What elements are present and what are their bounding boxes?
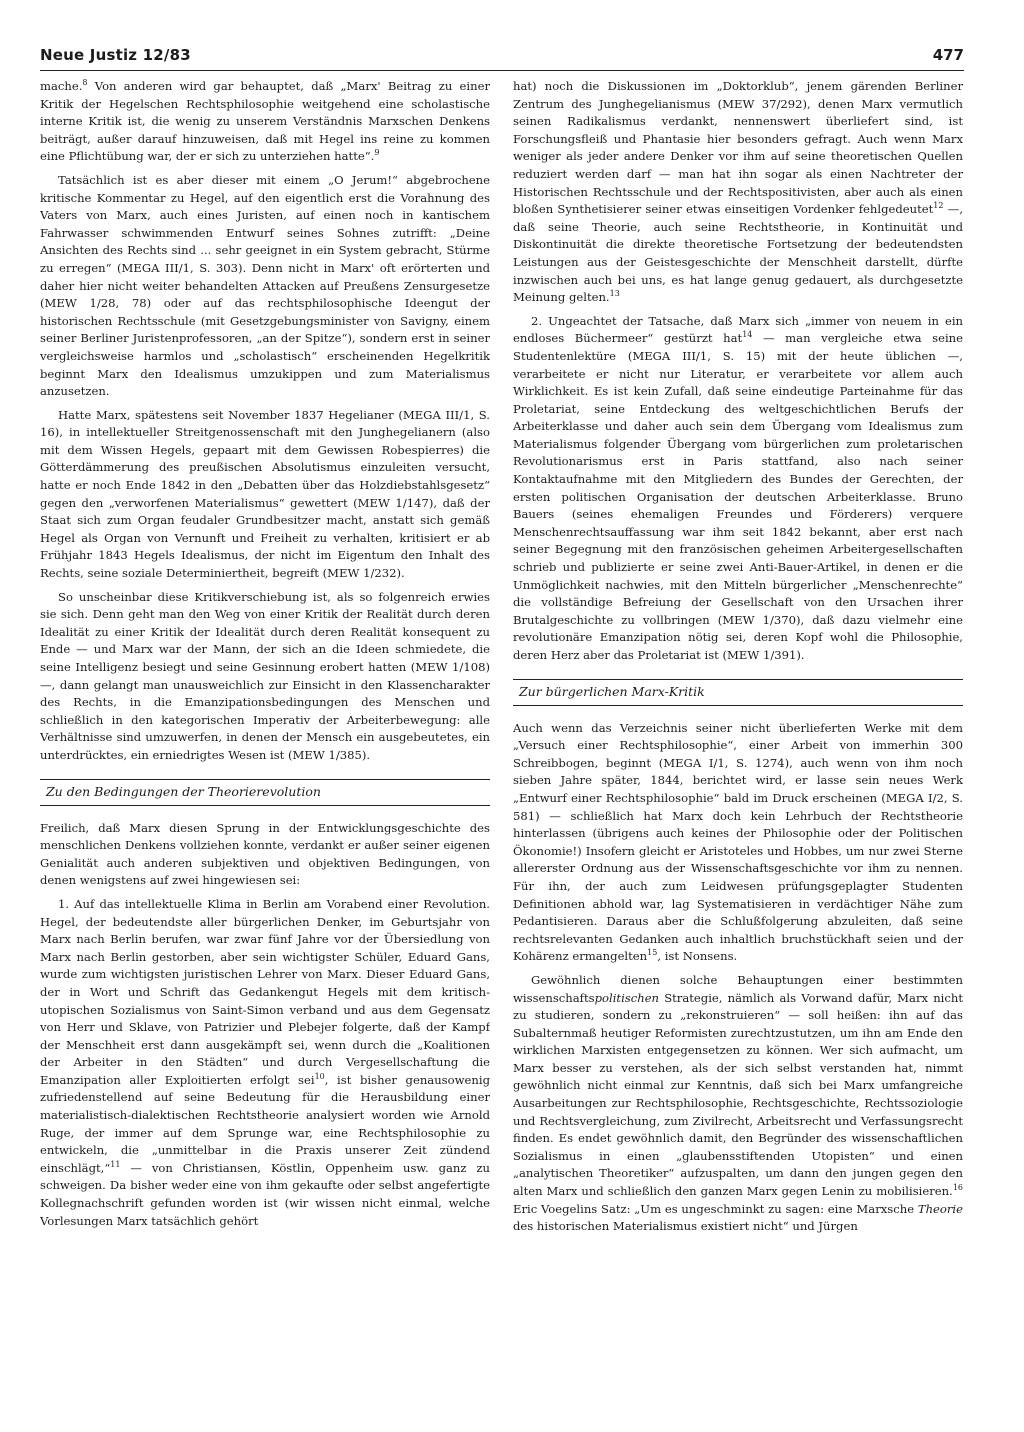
section-heading — [40, 779, 490, 806]
journal-title: Neue Justiz 12/83 — [40, 46, 191, 64]
left-column — [40, 78, 490, 1230]
paragraph: Auch wenn das Verzeichnis seiner nicht überlieferten Werke mit dem „Versuch einer Rechtsphilosophie“, einer Arbeit von immerhin 300 Schreibbogen, beginnt (MEGA I/1, S. 1274), auch wenn von ihm noch sieben Jahre später, 1844, berichtet wird, er lasse sein neues Werk „Entwurf einer Rechtsphilosophie“ bald im Druck erscheinen (MEGA I/2, S. 581) — schließlich hat Marx doch kein Lehrbuch der Rechtstheorie hinterlassen (übrigens auch keines der Philosophie oder der Politischen Ökonomie!) Insofern gleicht er Aristoteles und Hobbes, um nur zwei Sterne allererster Ordnung aus der Wissenschaftsgeschichte vor ihm zu nennen. Für ihn, der auch zum Leidwesen prüfungsgeplagter Studenten Definitionen abhold war, lag Systematisieren in verdächtiger Nähe zum Pedantisieren. Daraus aber die Schlußfolgerung abzuleiten, daß seine rechtsrelevanten Gedanken auch inhaltlich bruchstückhaft seien und der Kohärenz ermangelten$^{15}$, ist Nonsens. — [513, 720, 963, 964]
right-column — [513, 78, 963, 1236]
paragraph: 2. Ungeachtet der Tatsache, daß Marx sich „immer von neuem in ein endloses Büchermeer“ gestürzt hat$^{14}$ — man vergleiche etwa seine Studentenlektüre (MEGA III/1, S. 15) mit der heute üblichen —, verarbeitete er nicht nur Literatur, er verarbeitete vor allem auch Wirklichkeit. Es ist kein Zufall, daß seine eindeutige Parteinahme für das Proletariat, seine Entdeckung des weltgeschichtlichen Berufs der Arbeiterklasse und daher auch sein dem Übergang vom Idealismus zum Materialismus folgender Übergang vom bürgerlichen zum proletarischen Revolutionarismus erst in Paris stattfand, also nach seiner Kontaktaufnahme mit den Mitgliedern des Bundes der Gerechten, der ersten politischen Organisation der deutschen Arbeiterklasse. Bruno Bauers (seines ehemaligen Freundes und Förderers) verquere Menschenrechtsauffassung war ihm seit 1842 bekannt, aber erst nach seiner Begegnung mit den französischen geheimen Arbeitergesellschaften schrieb und publizierte er seine zwei Anti-Bauer-Artikel, in denen er die Unmöglichkeit nachwies, mit den Mitteln bürgerlicher „Menschenrechte“ die vollständige Befreiung der Gesellschaft von den Ursachen ihrer Brutalgeschichte zu vollbringen (MEW 1/370), daß dazu vielmehr eine revolutionäre Emanzipation nötig sei, deren Kopf wohl die Philosophie, deren Herz aber das Proletariat ist (MEW 1/391). — [513, 313, 963, 662]
section-title: Zur bürgerlichen Marx-Kritik — [519, 683, 705, 699]
footnote-ref[interactable]: 9 — [374, 148, 380, 158]
footnote-ref[interactable]: 14 — [742, 330, 753, 340]
footnote-ref[interactable]: 8 — [82, 78, 88, 88]
section-title: Zu den Bedingungen der Theorierevolution — [46, 783, 321, 799]
paragraph: hat) noch die Diskussionen im „Doktorklub“, jenem gärenden Berliner Zentrum des Junghegelianismus (MEW 37/292), denen Marx vermutlich seinen Radikalismus verdankt, nennenswert überliefert sind, ist Forschungsfleiß und Phantasie hier besonders gefragt. Auch wenn Marx weniger als jeder andere Denker vor ihm auf seine theoretischen Quellen reduziert werden darf — man hat ihn sogar als einen Nachtreter der Historischen Rechtsschule und der Rechtspositivisten, aber auch als einen bloßen Synthetisierer seiner etwas einseitigen Vordenker fehlgedeutet$^{12}$ —, daß seine Theorie, auch seine Rechtstheorie, in Kontinuität und Diskontinuität die direkte theoretische Fortsetzung der bedeutendsten Leistungen aus der Geistesgeschichte der Menschheit darstellt, dürfte inzwischen auch bei uns, es hat lange genug gedauert, als durchgesetzte Meinung gelten.$^{13}$ — [513, 79, 963, 305]
paragraph: So unscheinbar diese Kritikverschiebung ist, als so folgenreich erwies sie sich. Denn geht man den Weg von einer Kritik der Realität durch deren Idealität zu einer Kritik der Idealität durch deren Realität konsequent zu Ende — und Marx war der Mann, der sich an die Ideen schmiedete, die seine Intelligenz besiegt und seine Gesinnung erobert hatten (MEW 1/108) —, dann gelangt man unausweichlich zur Einsicht in den Klassencharakter des Rechts, in die Emanzipationsbedingungen des Menschen und schließlich in den kategorischen Imperativ der Arbeiterbewegung: alle Verhältnisse sind umzuwerfen, in denen der Mensch ein ausgebeutetes, ein unterdrücktes, ein erniedrigtes Wesen ist (MEW 1/385). — [40, 589, 490, 762]
paragraph: mache.$^8$ Von anderen wird gar behauptet, daß „Marx' Beitrag zu einer Kritik der Hegelschen Rechtsphilosophie weitgehend eine scholastische interne Kritik ist, die wenig zu unserem Verständnis Marxschen Denkens beiträgt, außer darauf hinzuweisen, daß mit Hegel ins reine zu kommen eine Pflichtübung war, der er sich zu unterziehen hatte“.$^9$ — [40, 78, 490, 164]
paragraph: Freilich, daß Marx diesen Sprung in der Entwicklungsgeschichte des menschlichen Denkens vollziehen konnte, verdankt er außer seiner eigenen Genialität auch anderen subjektiven und objektiven Bedingungen, von denen wenigstens auf zwei hingewiesen sei: — [40, 820, 490, 888]
page-number: 477 — [932, 46, 964, 64]
footnote-ref[interactable]: 13 — [609, 289, 620, 299]
paragraph: Tatsächlich ist es aber dieser mit einem „O Jerum!“ abgebrochene kritische Kommentar zu Hegel, auf den eigentlich erst die Vorahnung des Vaters von Marx, auch eines Juristen, auf einen noch in kantischem Fahrwasser schwimmenden Entwurf seines Sohnes zutrifft: „Deine Ansichten des Rechts sind ... sehr geeignet in ein System gebracht, Stürme zu erregen“ (MEGA III/1, S. 303). Denn nicht in Marx' oft erörterten und daher hier nicht weiter behandelten Attacken auf Preußens Zensurgesetze (MEW 1/28, 78) oder auf das rechtsphilosophische Ideengut der historischen Rechtsschule (mit Gesetzgebungsminister von Savigny, einem seiner Berliner Juristenprofessoren, „an der Spitze“), sondern erst in seiner vergleichsweise harmlos und „scholastisch“ erscheinenden Hegelkritik beginnt Marx den Idealismus umzukippen und zum Materialismus anzusetzen. — [40, 172, 490, 399]
section-heading — [513, 679, 963, 706]
paragraph: Hatte Marx, spätestens seit November 1837 Hegelianer (MEGA III/1, S. 16), in intellektueller Streitgenossenschaft mit den Junghegelianern (also mit dem Wissen Hegels, gepaart mit dem Gewissen Robespierres) die Götterdämmerung des preußischen Absolutismus einzuleiten versucht, hatte er noch Ende 1842 in den „Debatten über das Holzdiebstahlsgesetz“ gegen den „verworfenen Materialismus“ gewettert (MEW 1/147), daß der Staat sich zum Organ feudaler Grundbesitzer macht, anstatt sich gemäß Hegel als Organ von Vernunft und Freiheit zu verhalten, kritisiert er ab Frühjahr 1843 Hegels Idealismus, der nicht im Eigentum den Inhalt des Rechts, seine soziale Determiniertheit, begreift (MEW 1/232). — [40, 407, 490, 581]
footnote-ref[interactable]: 15 — [647, 948, 658, 958]
footnote-ref[interactable]: 12 — [933, 201, 944, 211]
footnote-ref[interactable]: 10 — [314, 1072, 325, 1082]
footnote-ref[interactable]: 11 — [110, 1159, 121, 1169]
page-header — [40, 44, 964, 71]
footnote-ref[interactable]: 16 — [952, 1183, 963, 1193]
paragraph: 1. Auf das intellektuelle Klima in Berlin am Vorabend einer Revolution. Hegel, der bedeutendste aller bürgerlichen Denker, im Geburtsjahr von Marx nach Berlin berufen, war zwar fünf Jahre vor der Übersiedlung von Marx nach Berlin gestorben, aber sein wichtigster Schüler, Eduard Gans, wurde zum wichtigsten juristischen Lehrer von Marx. Dieser Eduard Gans, der in Wort und Schrift das Gedankengut Hegels mit dem kritisch-utopischen Sozialismus von Saint-Simon verband und aus dem Gegensatz von Herr und Sklave, von Patrizier und Plebejer folgerte, daß der Kampf der Menschheit erst dann ausgekämpft sei, wenn durch die „Koalitionen der Arbeiter in den Städten“ und durch Vergesellschaftung die Emanzipation aller Exploitierten erfolgt sei$^{10}$, ist bisher genausowenig zufriedenstellend auf seine Bedeutung für die Herausbildung einer materialistisch-dialektischen Rechtstheorie analysiert worden wie Arnold Ruge, der immer auf dem Sprunge war, eine Rechtsphilosophie zu entwickeln, die „unmittelbar in die Praxis unserer Zeit zündend einschlägt,“$^{11}$ — von Christiansen, Köstlin, Oppenheim usw. ganz zu schweigen. Da bisher weder eine von ihm gekaufte oder selbst angefertigte Kollegnachschrift gefunden worden ist (wir wissen nicht einmal, welche Vorlesungen Marx tatsächlich gehört — [40, 896, 490, 1228]
paragraph: Gewöhnlich dienen solche Behauptungen einer bestimmten wissenschaftspolitischen Strategie, nämlich als Vorwand dafür, Marx nicht zu studieren, sondern zu „rekonstruieren“ — soll heißen: ihn auf das Subalternmaß heutiger Reformisten zurechtzustutzen, um ihn am Ende den wirklichen Marxisten entgegensetzen zu können. Wer sich aufmacht, um Marx besser zu verstehen, als der sich selbst verstanden hat, nimmt gewöhnlich nicht einmal zur Kenntnis, daß sich bei Marx umfangreiche Ausarbeitungen zur Rechtsphilosophie, Rechtsgeschichte, Rechtssoziologie und Rechtsvergleichung, zum Zivilrecht, Arbeitsrecht und Verfassungsrecht finden. Es endet gewöhnlich damit, den Begründer des wissenschaftlichen Sozialismus in einen „glaubensstiftenden Utopisten“ und einen „analytischen Theoretiker“ aufzuspalten, um dann den jungen gegen den alten Marx und schließlich den ganzen Marx gegen Lenin zu mobilisieren.$^{16}$ Eric Voegelins Satz: „Um es ungeschminkt zu sagen: eine Marxsche Theorie des historischen Materialismus existiert nicht“ und Jürgen — [513, 972, 963, 1234]
